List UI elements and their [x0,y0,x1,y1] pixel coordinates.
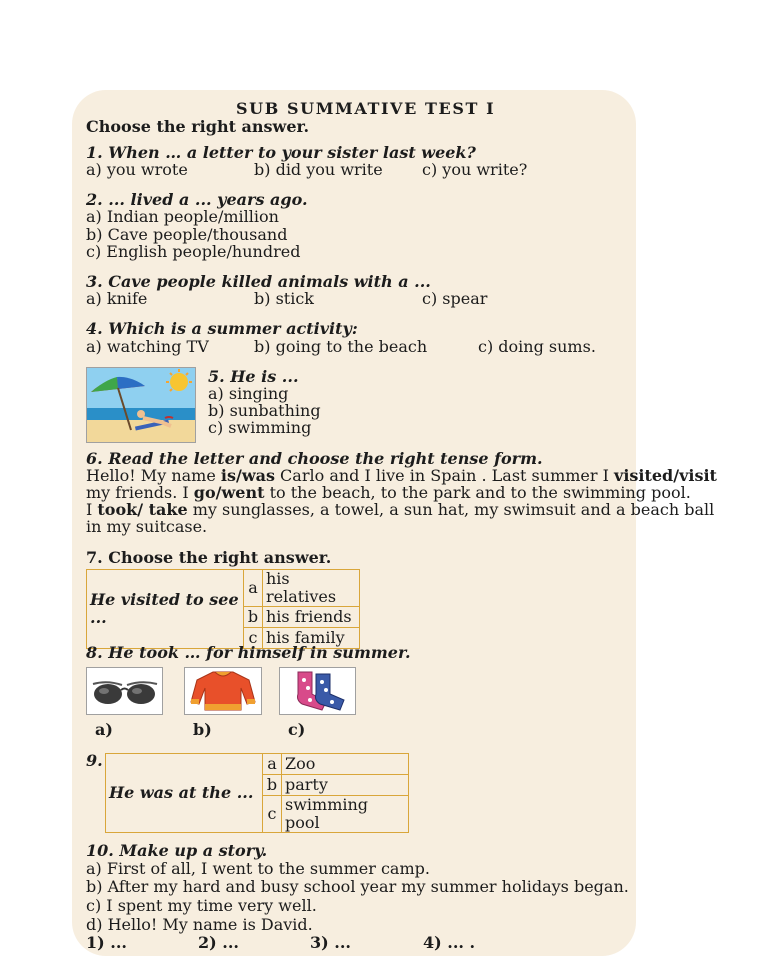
socks-icon[interactable] [279,667,356,715]
q9-letter-b: b [263,775,282,796]
q10-sentence-d: d) Hello! My name is David. [86,915,313,934]
q7-letter-b: b [244,607,263,628]
sunglasses-icon[interactable] [86,667,163,715]
q6-text: I [86,500,98,519]
q9-option-b[interactable]: party [282,775,409,796]
q6-text: Carlo and I live in Spain . Last summer I [274,466,615,485]
q5-option-c[interactable]: c) swimming [208,418,312,437]
q1-option-b[interactable]: b) did you write [254,160,383,179]
sweater-icon[interactable] [184,667,262,715]
q8-label-c: c) [288,720,306,739]
q10-answer-1[interactable]: 1) ... [86,933,127,952]
q8-question: 8. He took … for himself in summer. [86,643,411,662]
q7-option-a[interactable]: his relatives [263,570,360,607]
q6-choice-go-went[interactable]: go/went [193,483,265,502]
q10-answer-2[interactable]: 2) ... [198,933,239,952]
q2-option-a[interactable]: a) Indian people/million [86,207,279,226]
q3-option-c[interactable]: c) spear [422,289,488,308]
q4-question: 4. Which is a summer activity: [86,319,358,338]
q6-text: to the beach, to the park and to the swimming pool. [264,483,691,502]
q3-option-b[interactable]: b) stick [254,289,314,308]
q7-option-c[interactable]: his family [263,628,360,649]
q2-option-b[interactable]: b) Cave people/thousand [86,225,288,244]
q8-label-a: a) [95,720,113,739]
q1-option-a[interactable]: a) you wrote [86,160,188,179]
q10-sentence-c: c) I spent my time very well. [86,896,317,915]
q6-text: my friends. I [86,483,194,502]
q1-option-c[interactable]: c) you write? [422,160,528,179]
q9-options-table [105,753,409,833]
q6-text: my sunglasses, a towel, a sun hat, my swimsuit and a beach ball [187,500,715,519]
q9-letter-a: a [263,754,282,775]
q9-option-a[interactable]: Zoo [282,754,409,775]
q9-number: 9. [86,751,103,770]
q6-question: 6. Read the letter and choose the right tense form. [86,449,543,468]
test-title: SUB SUMMATIVE TEST I [236,99,496,118]
q9-option-c[interactable]: swimming pool [282,796,409,833]
q2-question: 2. ... lived a ... years ago. [86,190,308,209]
q5-option-a[interactable]: a) singing [208,384,289,403]
q10-sentence-b: b) After my hard and busy school year my summer holidays began. [86,877,629,896]
q5-option-b[interactable]: b) sunbathing [208,401,321,420]
q7-option-b[interactable]: his friends [263,607,360,628]
q10-answer-3[interactable]: 3) ... [310,933,351,952]
q9-stem: He was at the ... [106,754,263,833]
q10-question: 10. Make up a story. [86,841,268,860]
q10-answer-4[interactable]: 4) ... . [423,933,476,952]
q3-option-a[interactable]: a) knife [86,289,148,308]
beach-sunbathing-icon [86,367,196,443]
instruction: Choose the right answer. [86,117,310,136]
q7-question: 7. Choose the right answer. [86,548,332,567]
q8-label-b: b) [193,720,212,739]
q6-text: Hello! My name [86,466,221,485]
q6-choice-is-was[interactable]: is/was [220,466,275,485]
q4-option-a[interactable]: a) watching TV [86,337,209,356]
q7-options-table [86,569,360,649]
q10-sentence-a: a) First of all, I went to the summer camp. [86,859,430,878]
q7-stem: He visited to see ... [87,570,244,649]
q2-option-c[interactable]: c) English people/hundred [86,242,301,261]
q7-letter-c: c [244,628,263,649]
q4-option-b[interactable]: b) going to the beach [254,337,428,356]
q1-question: 1. When … a letter to your sister last week? [86,143,476,162]
q6-letter-line4: in my suitcase. [86,517,208,536]
q7-letter-a: a [244,570,263,607]
q5-question: 5. He is ... [208,367,299,386]
q3-question: 3. Cave people killed animals with a ... [86,272,431,291]
q4-option-c[interactable]: c) doing sums. [478,337,596,356]
q6-choice-visited-visit[interactable]: visited/visit [614,466,717,485]
q6-choice-took-take[interactable]: took/ take [97,500,188,519]
q9-letter-c: c [263,796,282,833]
